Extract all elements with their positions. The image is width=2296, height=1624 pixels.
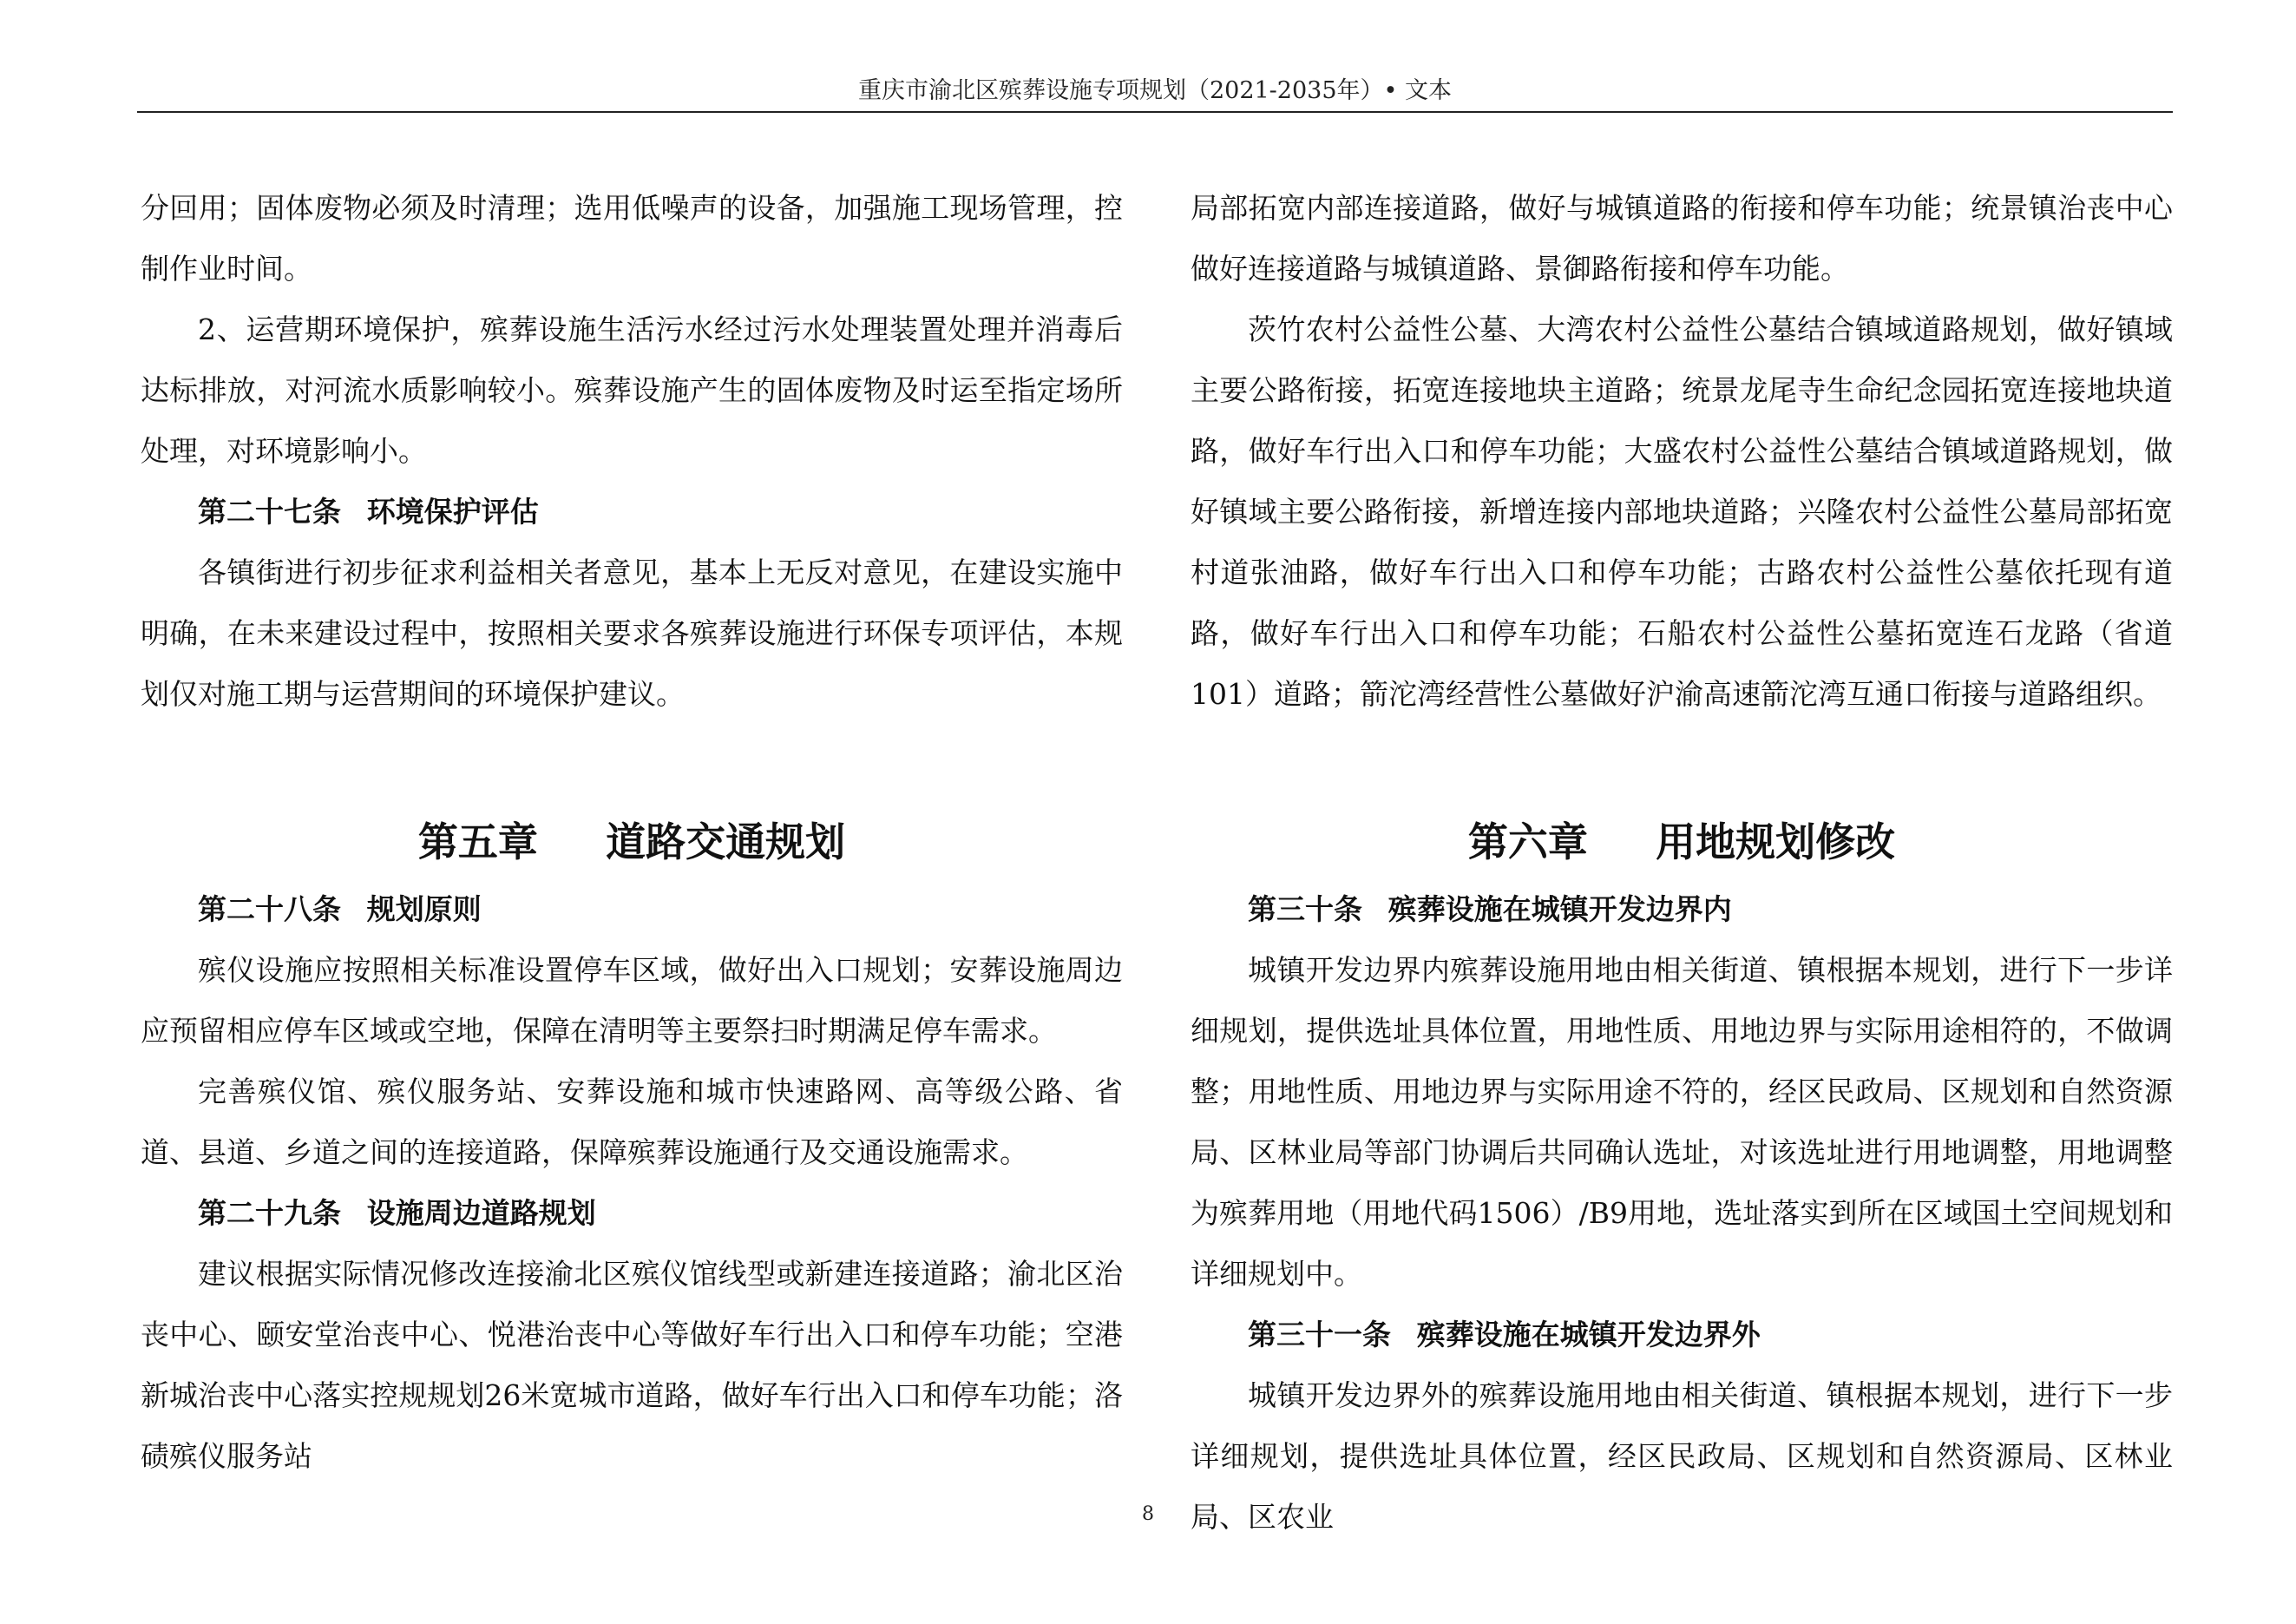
- right-paragraph-2: 茨竹农村公益性公墓、大湾农村公益性公墓结合镇域道路规划，做好镇域主要公路衔接，拓宽连接地块主道路；统景龙尾寺生命纪念园拓宽连接地块道路，做好车行出入口和停车功能；大盛农村公益性公墓结合镇域道路规划，做好镇域主要公路衔接，新增连接内部地块道路；兴隆农村公益性公墓局部拓宽村道张油路，做好车行出入口和停车功能；古路农村公益性公墓依托现有道路，做好车行出入口和停车功能；石船农村公益性公墓拓宽连石龙路（省道 101）道路；箭沱湾经营性公墓做好沪渝高速箭沱湾互通口衔接与道路组织。: [1191, 312, 2173, 711]
- chapter-5-heading: [141, 812, 1123, 872]
- spacer: [141, 725, 1123, 812]
- chapter-5-title: 道路交通规划: [606, 819, 846, 865]
- article-31-number: 第三十一条: [1248, 1318, 1391, 1351]
- article-29-number: 第二十九条: [198, 1196, 341, 1230]
- spacer: [141, 872, 1123, 879]
- right-paragraph-4: 城镇开发边界外的殡葬设施用地由相关街道、镇根据本规划，进行下一步详细规划，提供选址具体位置，经区民政局、区规划和自然资源局、区林业局、区农业: [1191, 1378, 2173, 1534]
- right-column: [1191, 178, 2173, 1548]
- article-31-title: 殡葬设施在城镇开发边界外: [1416, 1318, 1761, 1351]
- page-number: 8: [1142, 1503, 1154, 1525]
- article-31-heading: [1191, 1305, 2173, 1365]
- left-paragraph-4: 殡仪设施应按照相关标准设置停车区域，做好出入口规划；安葬设施周边应预留相应停车区域或空地，保障在清明等主要祭扫时期满足停车需求。: [141, 953, 1123, 1048]
- chapter-5-number: 第五章: [417, 819, 538, 865]
- chapter-6-heading: [1191, 812, 2173, 872]
- article-28-heading: [141, 879, 1123, 940]
- left-paragraph-2: 2、运营期环境保护，殡葬设施生活污水经过污水处理装置处理并消毒后达标排放，对河流水质影响较小。殡葬设施产生的固体废物及时运至指定场所处理，对环境影响小。: [141, 312, 1123, 468]
- chapter-6-number: 第六章: [1467, 819, 1588, 865]
- left-paragraph-5: 完善殡仪馆、殡仪服务站、安葬设施和城市快速路网、高等级公路、省道、县道、乡道之间的连接道路，保障殡葬设施通行及交通设施需求。: [141, 1075, 1123, 1169]
- right-paragraph-3: 城镇开发边界内殡葬设施用地由相关街道、镇根据本规划，进行下一步详细规划，提供选址具体位置，用地性质、用地边界与实际用途相符的，不做调整；用地性质、用地边界与实际用途不符的，经区民政局、区规划和自然资源局、区林业局等部门协调后共同确认选址，对该选址进行用地调整，用地调整为殡葬用地（用地代码1506）/B9用地，选址落实到所在区域国土空间规划和详细规划中。: [1191, 953, 2173, 1291]
- article-27-number: 第二十七条: [198, 495, 341, 529]
- spacer: [1191, 872, 2173, 879]
- left-paragraph-3: 各镇街进行初步征求利益相关者意见，基本上无反对意见，在建设实施中明确，在未来建设过程中，按照相关要求各殡葬设施进行环保专项评估，本规划仅对施工期与运营期间的环境保护建议。: [141, 556, 1123, 711]
- right-paragraph-1: 局部拓宽内部连接道路，做好与城镇道路的衔接和停车功能；统景镇治丧中心做好连接道路与城镇道路、景御路衔接和停车功能。: [1191, 191, 2173, 286]
- article-27-heading: [141, 482, 1123, 542]
- chapter-6-title: 用地规划修改: [1656, 819, 1896, 865]
- article-29-heading: [141, 1183, 1123, 1244]
- header-rule: [137, 111, 2173, 113]
- article-27-title: 环境保护评估: [366, 495, 539, 529]
- article-30-heading: [1191, 879, 2173, 940]
- article-30-number: 第三十条: [1248, 892, 1362, 926]
- left-paragraph-1: 分回用；固体废物必须及时清理；选用低噪声的设备，加强施工现场管理，控制作业时间。: [141, 191, 1123, 286]
- left-paragraph-6: 建议根据实际情况修改连接渝北区殡仪馆线型或新建连接道路；渝北区治丧中心、颐安堂治丧中心、悦港治丧中心等做好车行出入口和停车功能；空港新城治丧中心落实控规规划26米宽城市道路，做好车行出入口和停车功能；洛碛殡仪服务站: [141, 1257, 1123, 1473]
- article-29-title: 设施周边道路规划: [366, 1196, 596, 1230]
- left-column: [141, 178, 1123, 1487]
- running-header: 重庆市渝北区殡葬设施专项规划（2021-2035年）• 文本: [857, 77, 1453, 104]
- article-28-number: 第二十八条: [198, 892, 341, 926]
- article-30-title: 殡葬设施在城镇开发边界内: [1387, 892, 1732, 926]
- article-28-title: 规划原则: [366, 892, 482, 926]
- spacer: [1191, 725, 2173, 812]
